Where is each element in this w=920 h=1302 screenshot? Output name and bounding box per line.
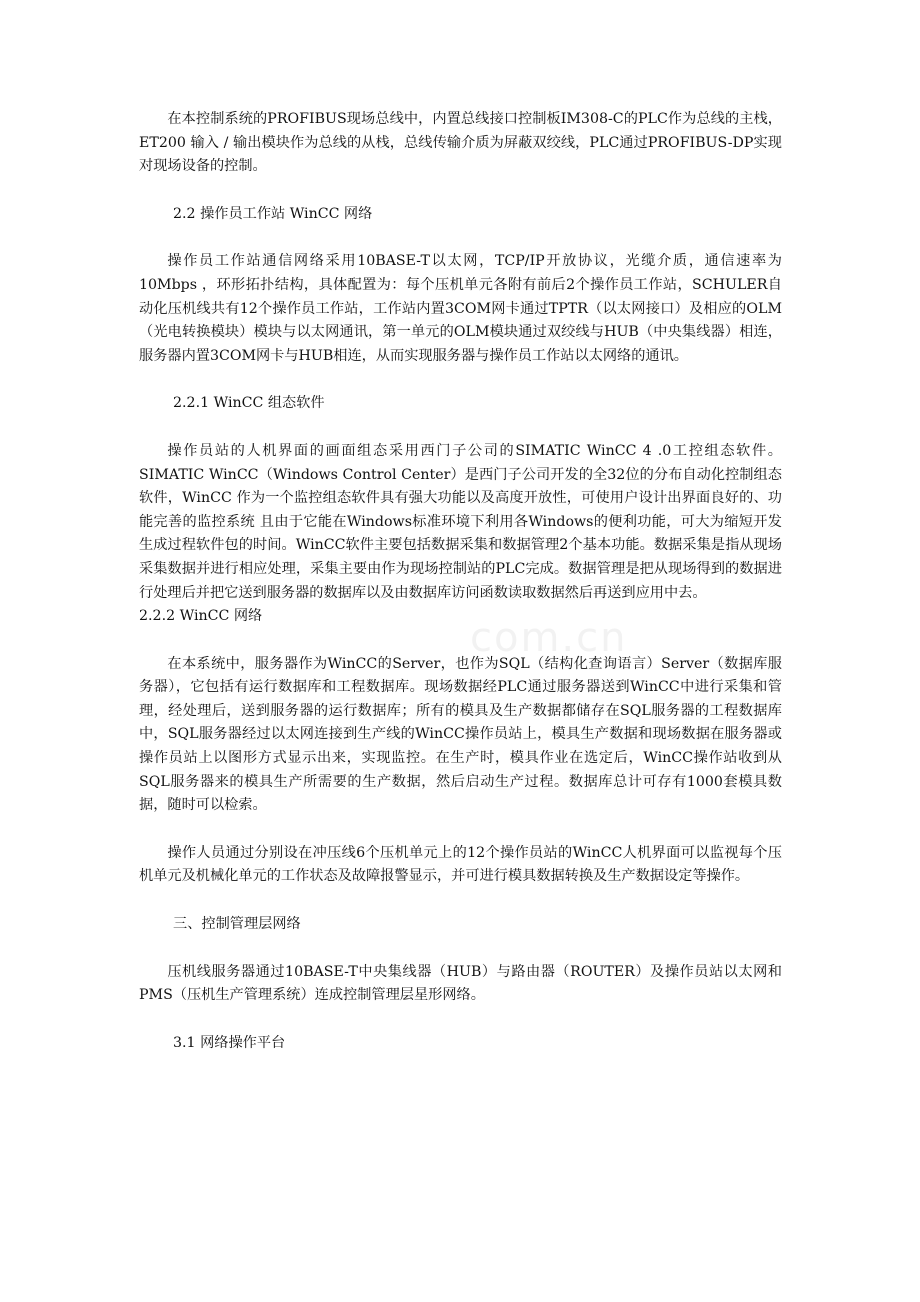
paragraph-profibus: 在本控制系统的PROFIBUS现场总线中，内置总线接口控制板IM308-C的PLC作为总线的主栈，ET200 输入 / 输出模块作为总线的从栈，总线传输介质为屏蔽双绞线，PLC通过PROFIBUS-DP实现对现场设备的控制。 [139,111,782,175]
watermark: com.cn [470,615,628,661]
heading-3-1: 3.1 网络操作平台 [173,1034,286,1051]
heading-section-3: 三、控制管理层网络 [173,916,301,933]
paragraph-wincc-software: 操作员站的人机界面的画面组态采用西门子公司的SIMATIC WinCC 4 .0工控组态软件。SIMATIC WinCC（Windows Control Center）是西门子公司开发的全32位的分布自动化控制组态软件，WinCC 作为一个监控组态软件具有强大功能以及高度开放性，可使用户设计出界面良好的、功能完善的监控系统 且由于它能在Windows标准环境下利用各Windows的便利功能，可大为缩短开发生成过程软件包的时间。WinCC软件主要包括数据采集和数据管理2个基本功能。数据采集是指从现场采集数据并进行相应处理，采集主要由作为现场控制站的PLC完成。数据管理是把从现场得到的数据进行处理后并把它送到服务器的数据库以及由数据库访问函数读取数据然后再送到应用中去。 [139,442,782,601]
heading-2-2-2: 2.2.2 WinCC 网络 [139,608,263,625]
paragraph-wincc-network: 在本系统中，服务器作为WinCC的Server，也作为SQL（结构化查询语言）Server（数据库服务器），它包括有运行数据库和工程数据库。现场数据经PLC通过服务器送到WinCC中进行采集和管理，经处理后，送到服务器的运行数据库；所有的模具及生产数据都储存在SQL服务器的工程数据库中，SQL服务器经过以太网连接到生产线的WinCC操作员站上，模具生产数据和现场数据在服务器或操作员站上以图形方式显示出来，实现监控。在生产时，模具作业在选定后，WinCC操作站收到从SQL服务器来的模具生产所需要的生产数据，然后启动生产过程。数据库总计可存有1000套模具数据，随时可以检索。 [139,655,782,814]
document-body [139,108,782,1055]
heading-2-2: 2.2 操作员工作站 WinCC 网络 [173,205,373,222]
paragraph-operator-network: 操作员工作站通信网络采用10BASE-T以太网，TCP/IP开放协议，光缆介质，通信速率为10Mbps ，环形拓扑结构，具体配置为：每个压机单元各附有前后2个操作员工作站，SCHULER自动化压机线共有12个操作员工作站，工作站内置3COM网卡通过TPTR（以太网接口）及相应的OLM（光电转换模块）模块与以太网通讯，第一单元的OLM模块通过双绞线与HUB（中央集线器）相连，服务器内置3COM网卡与HUB相连，从而实现服务器与操作员工作站以太网络的通讯。 [139,253,782,364]
paragraph-management-network: 压机线服务器通过10BASE-T中央集线器（HUB）与路由器（ROUTER）及操作员站以太网和PMS（压机生产管理系统）连成控制管理层星形网络。 [139,963,782,1004]
paragraph-operator-monitoring: 操作人员通过分别设在冲压线6个压机单元上的12个操作员站的WinCC人机界面可以监视每个压机单元及机械化单元的工作状态及故障报警显示，并可进行模具数据转换及生产数据设定等操作。 [139,844,782,885]
heading-2-2-1: 2.2.1 WinCC 组态软件 [173,395,325,412]
